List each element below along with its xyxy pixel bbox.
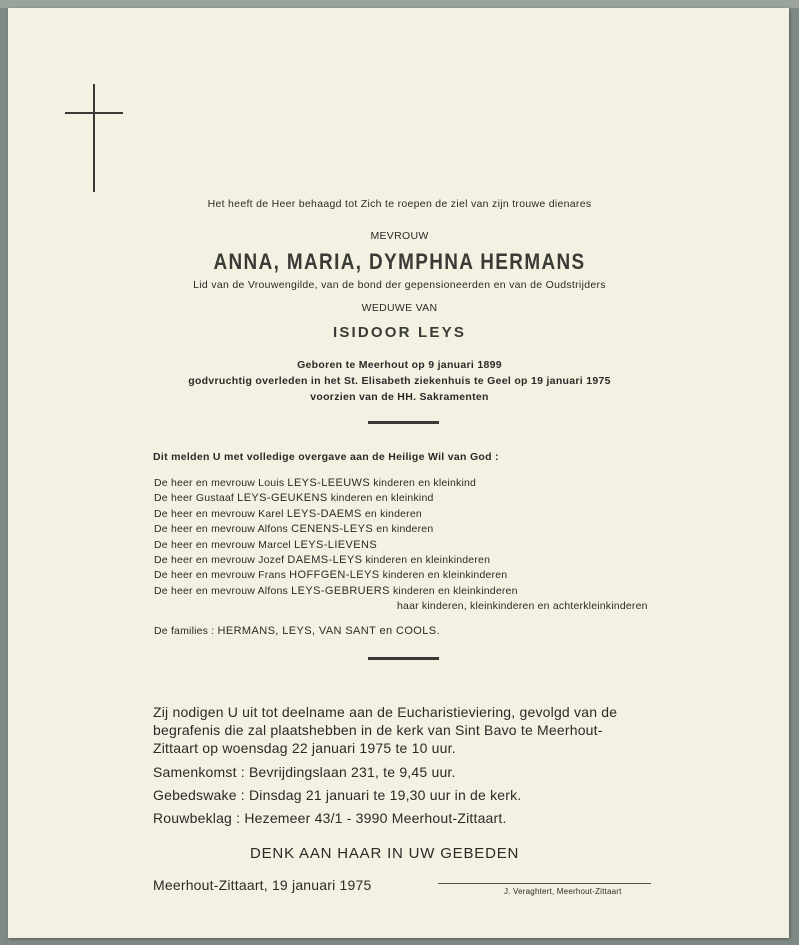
intro-line: Het heeft de Heer behaagd tot Zich te roepen de ziel van zijn trouwe dienares bbox=[207, 198, 592, 210]
mourner-name: HOFFGEN-LEYS bbox=[289, 569, 380, 582]
families-label: De families : bbox=[154, 624, 215, 637]
title-prefix: MEVROUW bbox=[370, 230, 429, 242]
list-item bbox=[154, 539, 648, 554]
spouse-name: ISIDOOR LEYS bbox=[332, 324, 467, 341]
mourner-name: LEYS-GEUKENS bbox=[237, 492, 328, 505]
list-item bbox=[154, 492, 648, 507]
mourner-name: LEYS-DAEMS bbox=[286, 507, 362, 520]
samenkomst-value: Bevrijdingslaan 231, te 9,45 uur. bbox=[248, 764, 456, 780]
rouwbeklag-label: Rouwbeklag : bbox=[153, 810, 241, 826]
mourner-prefix: De heer en mevrouw Alfons bbox=[154, 523, 288, 536]
invitation-line-2: begrafenis die zal plaatshebben in de kerk van Sint Bavo te Meerhout- bbox=[153, 722, 603, 738]
samenkomst-label: Samenkomst : bbox=[153, 764, 245, 780]
mourner-suffix: kinderen en kleinkind bbox=[373, 477, 477, 489]
cross-icon-bar bbox=[65, 112, 123, 114]
divider-rule bbox=[368, 421, 439, 424]
printer-rule bbox=[438, 883, 651, 884]
memberships-line: Lid van de Vrouwengilde, van de bond der gepensioneerden en van de Oudstrijders bbox=[193, 279, 606, 291]
list-item bbox=[154, 585, 648, 600]
invitation-line-1: Zij nodigen U uit tot deelname aan de Eucharistieviering, gevolgd van de bbox=[153, 704, 618, 720]
mourner-suffix: en kinderen bbox=[376, 523, 434, 536]
mourner-prefix: De heer Gustaaf bbox=[154, 492, 235, 505]
birth-line: Geboren te Meerhout op 9 januari 1899 bbox=[297, 359, 502, 371]
list-item bbox=[154, 508, 648, 523]
mourner-prefix: De heer en mevrouw Alfons bbox=[154, 584, 288, 597]
invitation-line-3: Zittaart op woensdag 22 januari 1975 te 10 uur. bbox=[153, 740, 456, 756]
mourner-name: LEYS-LEEUWS bbox=[287, 477, 371, 489]
divider-rule bbox=[368, 657, 439, 660]
mourner-name: DAEMS-LEYS bbox=[287, 553, 363, 566]
rouwbeklag-line bbox=[153, 811, 507, 825]
mourners-list bbox=[154, 477, 648, 640]
mourner-prefix: De heer en mevrouw Marcel bbox=[154, 538, 291, 551]
page-edge-top bbox=[0, 0, 799, 8]
mourner-prefix: De heer en mevrouw Karel bbox=[154, 507, 284, 520]
deceased-name: ANNA, MARIA, DYMPHNA HERMANS bbox=[213, 249, 586, 274]
printer-credit: J. Veraghtert, Meerhout-Zittaart bbox=[504, 887, 622, 896]
gebedswake-value: Dinsdag 21 januari te 19,30 uur in de kerk. bbox=[249, 787, 522, 803]
samenkomst-line bbox=[153, 765, 456, 779]
widow-of-label: WEDUWE VAN bbox=[361, 302, 438, 314]
death-line: godvruchtig overleden in het St. Elisabeth ziekenhuis te Geel op 19 januari 1975 bbox=[188, 375, 611, 387]
families-line bbox=[154, 625, 648, 640]
mourner-name: CENENS-LEYS bbox=[291, 523, 374, 536]
mourner-suffix: kinderen en kleinkinderen bbox=[382, 569, 508, 582]
list-item bbox=[154, 523, 648, 538]
mourner-suffix: kinderen en kleinkinderen bbox=[365, 553, 491, 566]
sacraments-line: voorzien van de HH. Sakramenten bbox=[310, 391, 489, 403]
mourner-suffix: en kinderen bbox=[364, 507, 422, 520]
prayer-request: DENK AAN HAAR IN UW GEBEDEN bbox=[250, 845, 520, 862]
mourner-name: LEYS-LIEVENS bbox=[294, 538, 378, 551]
list-item bbox=[154, 477, 648, 492]
rouwbeklag-value: Hezemeer 43/1 - 3990 Meerhout-Zittaart. bbox=[244, 810, 507, 826]
list-item bbox=[154, 554, 648, 569]
mourner-name: LEYS-GEBRUERS bbox=[291, 584, 390, 597]
mourner-prefix: De heer en mevrouw Frans bbox=[154, 569, 287, 582]
families-names: HERMANS, LEYS, VAN SANT en COOLS. bbox=[217, 624, 440, 637]
list-item bbox=[154, 569, 648, 584]
announcement-intro: Dit melden U met volledige overgave aan de Heilige Wil van God : bbox=[153, 451, 499, 463]
mourner-prefix: De heer en mevrouw Jozef bbox=[154, 553, 285, 566]
continuation-line: haar kinderen, kleinkinderen en achterkleinkinderen bbox=[397, 600, 648, 613]
place-date: Meerhout-Zittaart, 19 januari 1975 bbox=[153, 877, 372, 893]
gebedswake-line bbox=[153, 788, 521, 802]
mourner-suffix: kinderen en kleinkind bbox=[330, 492, 434, 505]
mourner-prefix: De heer en mevrouw Louis bbox=[154, 477, 285, 489]
gebedswake-label: Gebedswake : bbox=[153, 787, 245, 803]
mourner-suffix: kinderen en kleinkinderen bbox=[392, 584, 518, 597]
cross-icon bbox=[93, 84, 95, 192]
